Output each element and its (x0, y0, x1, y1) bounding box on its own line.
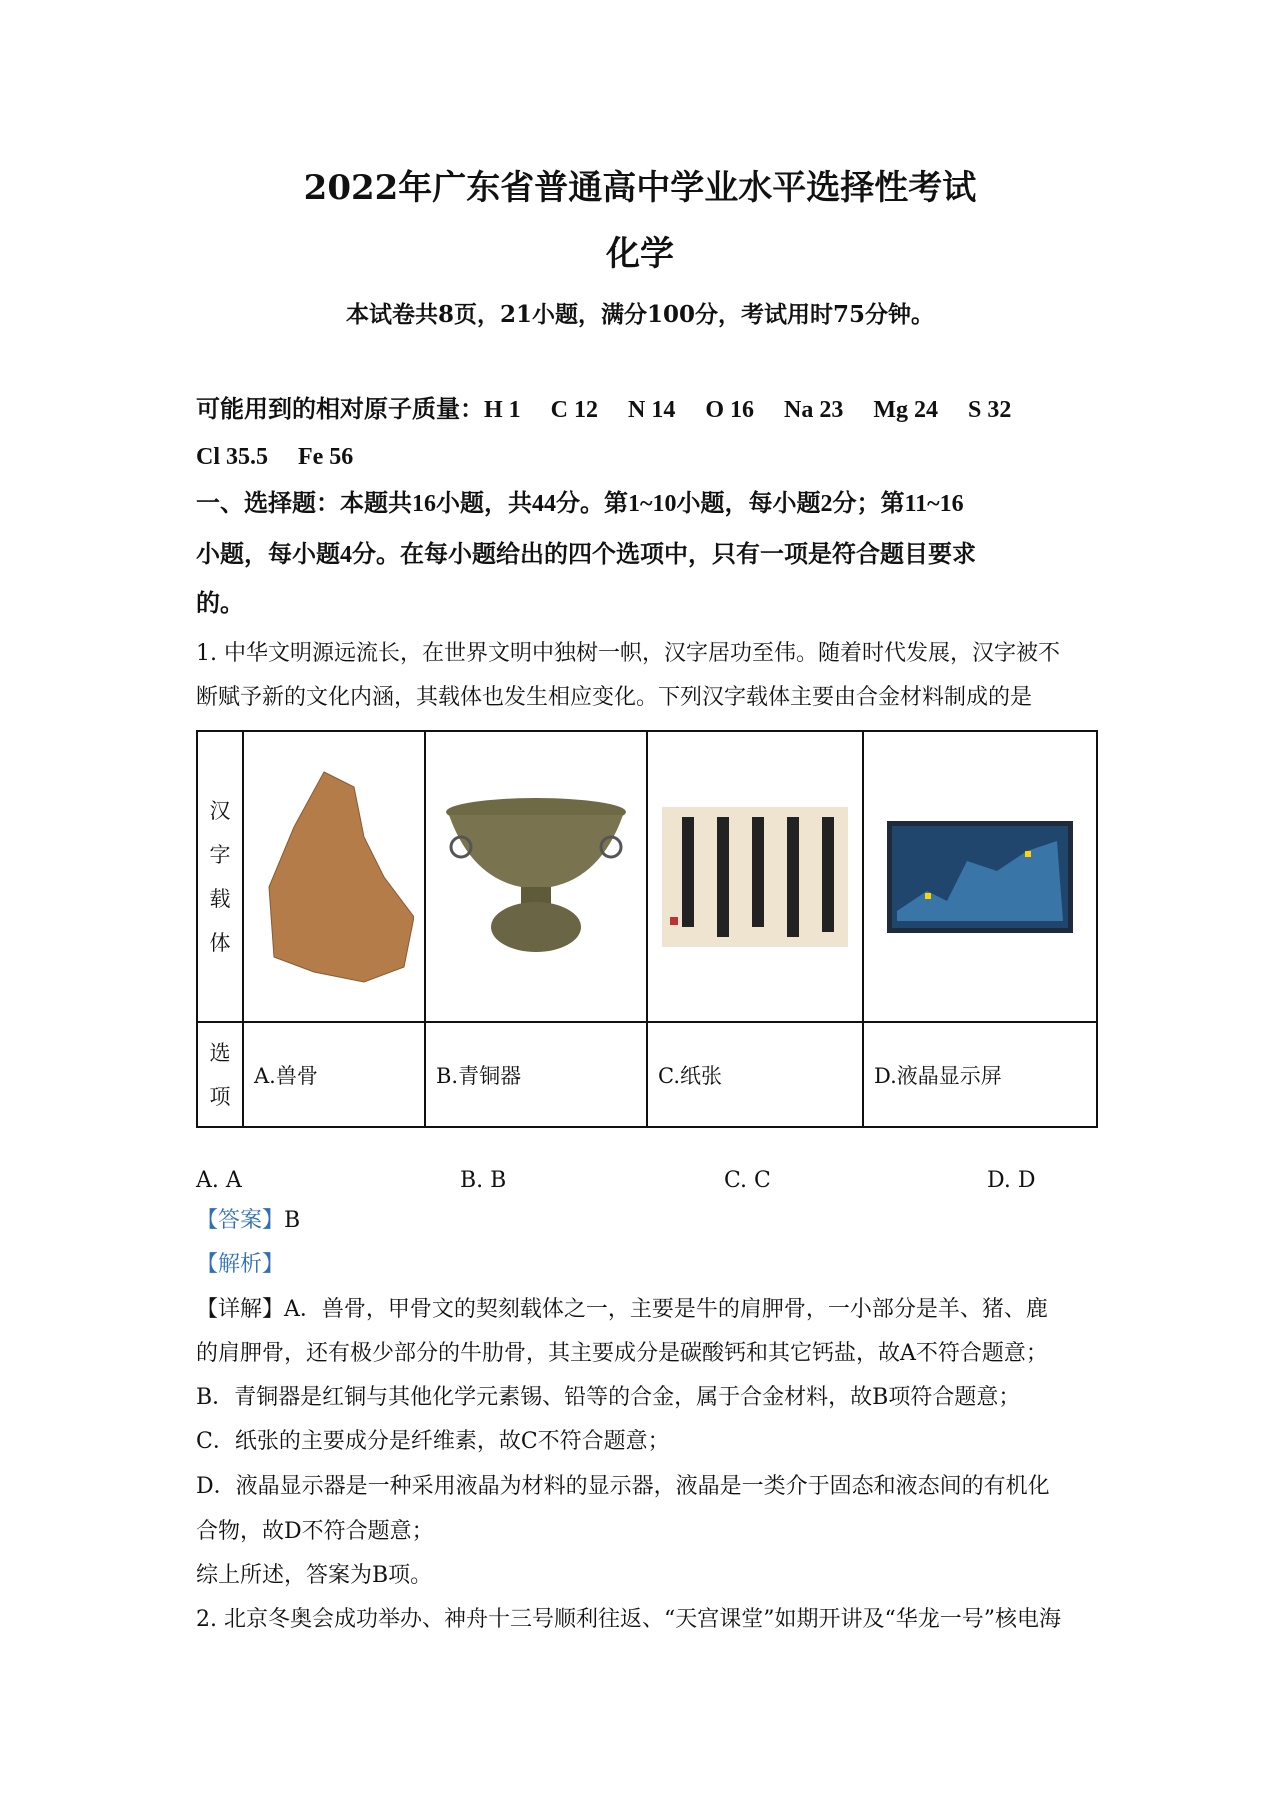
question-2-line-1: 2. 北京冬奥会成功举办、神舟十三号顺利往返、“天宫课堂”如期开讲及“华龙一号”核电海 (196, 1607, 1061, 1632)
row-header-option (197, 1022, 243, 1127)
section-instructions-2: 小题，每小题4分。在每小题给出的四个选项中，只有一项是符合题目要求 (196, 542, 976, 568)
option-c: C. C (724, 1168, 771, 1193)
exam-title: 2022年广东省普通高中学业水平选择性考试 (303, 168, 977, 208)
image-bone (243, 731, 425, 1022)
section-instructions-3: 的。 (196, 591, 244, 617)
analysis-label: 【解析】 (196, 1252, 285, 1277)
option-a: A. A (196, 1168, 242, 1193)
detail-line-1: 【详解】A．兽骨，甲骨文的契刻载体之一，主要是牛的肩胛骨，一小部分是羊、猪、鹿 (196, 1297, 1048, 1322)
detail-line-5: D．液晶显示器是一种采用液晶为材料的显示器，液晶是一类介于固态和液态间的有机化 (196, 1474, 1050, 1499)
option-cell-a: A.兽骨 (243, 1022, 425, 1127)
answer-label: 【答案】 (196, 1208, 285, 1233)
option-cell-d: D.液晶显示屏 (863, 1022, 1097, 1127)
detail-line-4: C．纸张的主要成分是纤维素，故C不符合题意； (196, 1429, 670, 1454)
exam-subtitle: 本试卷共8页，21小题，满分100分，考试用时75分钟。 (345, 301, 935, 328)
detail-line-6: 合物，故D不符合题意； (196, 1519, 434, 1544)
lcd-screen-image (887, 821, 1073, 933)
image-paper (647, 731, 863, 1022)
option-cell-c: C.纸张 (647, 1022, 863, 1127)
row-header-text: 汉字载体 (209, 798, 231, 955)
image-lcd (863, 731, 1097, 1022)
question-1-line-1: 1. 中华文明源远流长，在世界文明中独树一帜，汉字居功至伟。随着时代发展，汉字被不 (196, 641, 1060, 666)
row-header-text: 选项 (209, 1040, 231, 1109)
subject-title: 化学 (606, 234, 674, 274)
question-1-line-2: 断赋予新的文化内涵，其载体也发生相应变化。下列汉字载体主要由合金材料制成的是 (196, 685, 1033, 710)
image-bronze (425, 731, 647, 1022)
option-b: B. B (460, 1168, 507, 1193)
detail-line-7: 综上所述，答案为B项。 (196, 1563, 433, 1588)
answer-line (196, 1210, 300, 1232)
carrier-table (196, 730, 1098, 1128)
row-header-carrier (197, 731, 243, 1022)
calligraphy-paper-image (662, 807, 848, 947)
atomic-masses-line-1: 可能用到的相对原子质量：H 1 C 12 N 14 O 16 Na 23 Mg 24 S 32 (196, 397, 1012, 423)
detail-line-2: 的肩胛骨，还有极少部分的牛肋骨，其主要成分是碳酸钙和其它钙盐，故A不符合题意； (196, 1341, 1048, 1366)
option-cell-b: B.青铜器 (425, 1022, 647, 1127)
detail-line-3: B．青铜器是红铜与其他化学元素锡、铅等的合金，属于合金材料，故B项符合题意； (196, 1385, 1021, 1410)
oracle-bone-image (254, 767, 414, 987)
section-instructions-1: 一、选择题：本题共16小题，共44分。第1~10小题，每小题2分；第11~16 (196, 491, 964, 517)
option-d: D. D (987, 1168, 1036, 1193)
atomic-masses-line-2: Cl 35.5 Fe 56 (196, 444, 354, 470)
bronze-vessel-image (441, 787, 631, 967)
answer-value: B (284, 1208, 301, 1233)
